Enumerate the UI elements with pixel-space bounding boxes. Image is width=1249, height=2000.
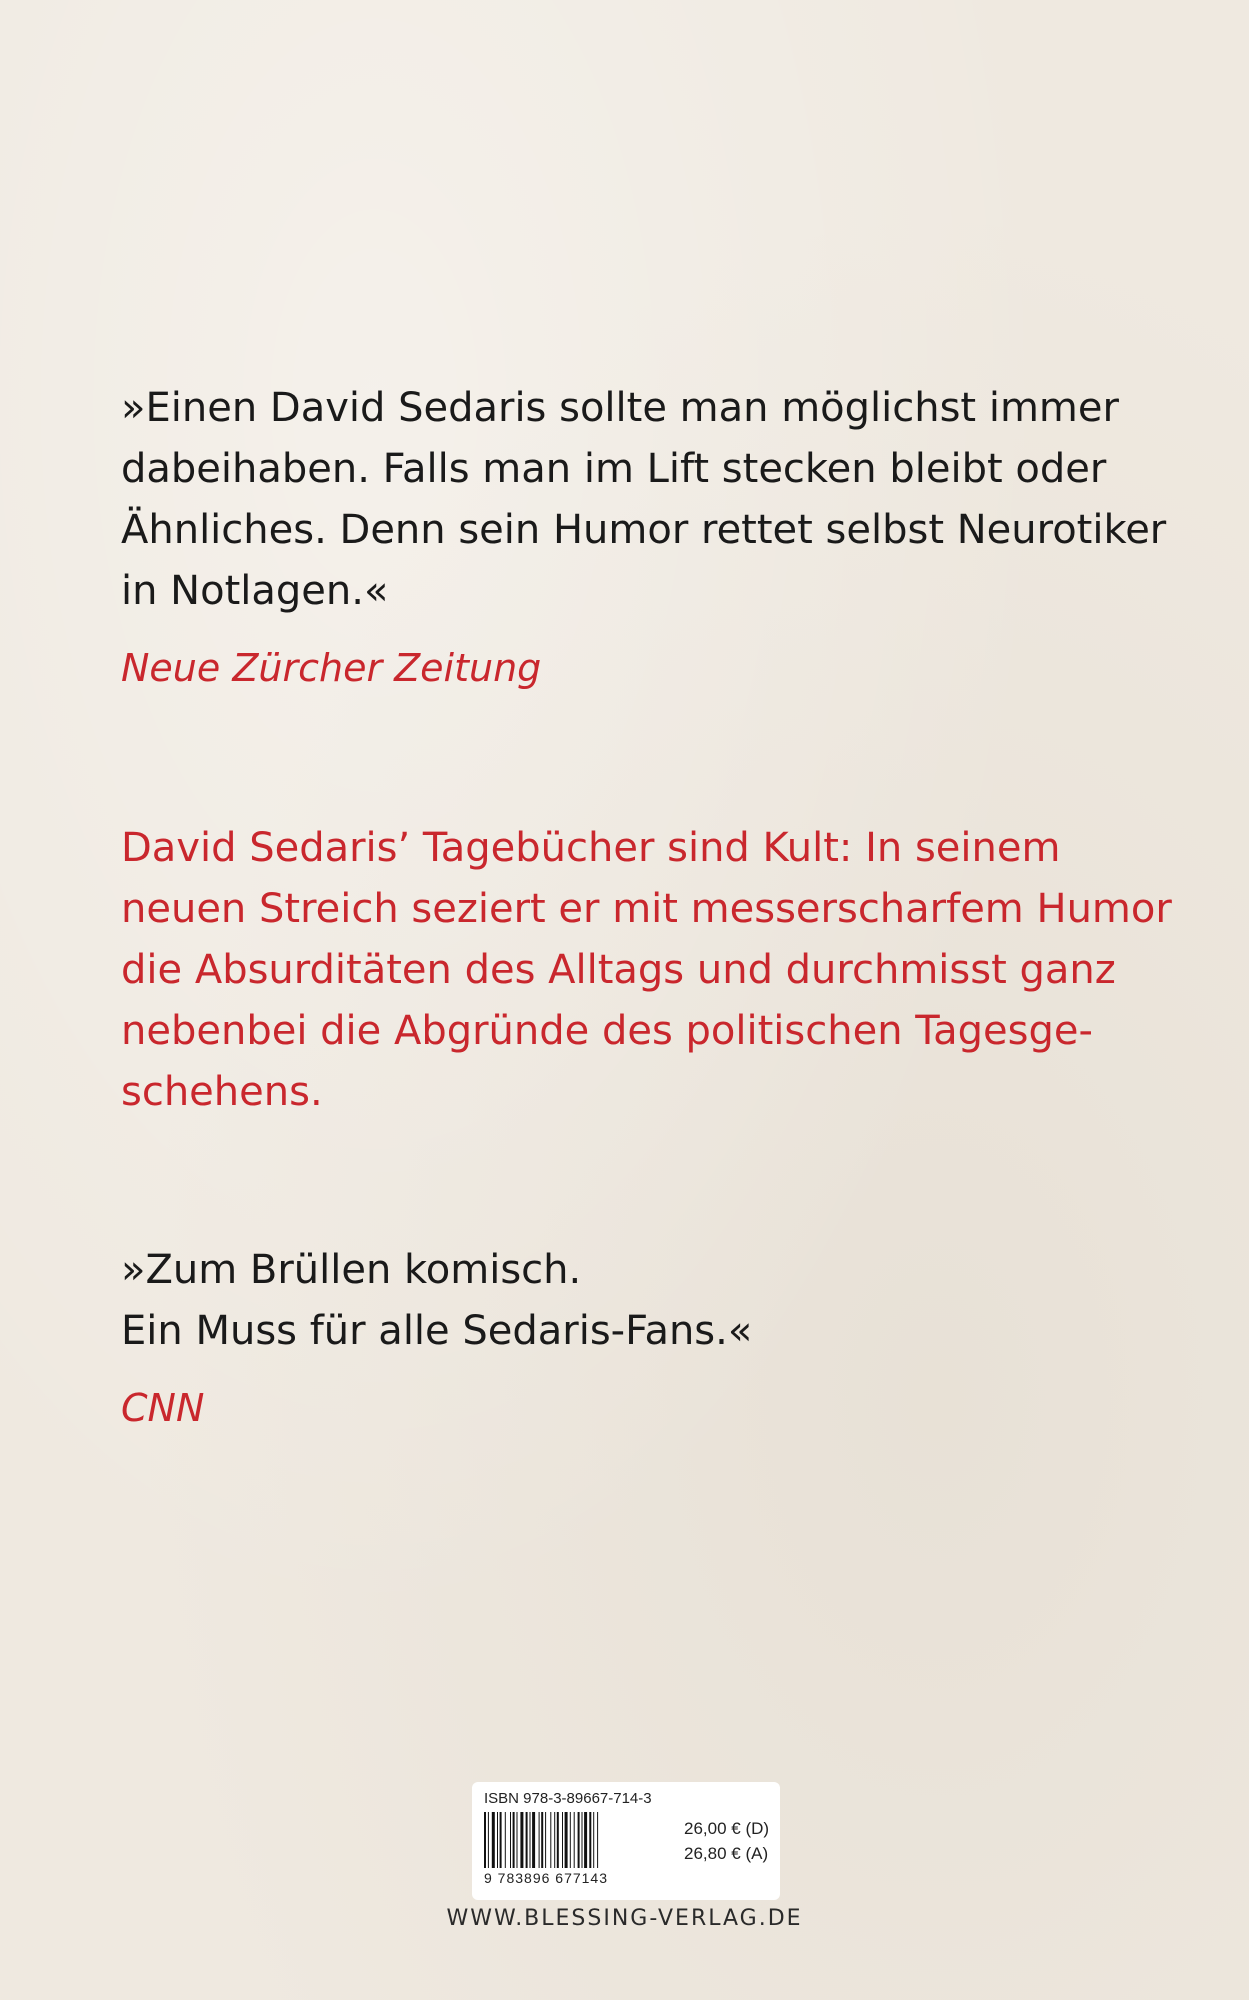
quote-line: Ein Muss für alle Sedaris-Fans.« [121, 1308, 753, 1354]
barcode-bar [484, 1812, 486, 1868]
quote-line: dabeihaben. Falls man im Lift stecken bleibt oder [121, 446, 1107, 492]
barcode-bar [526, 1812, 528, 1868]
barcode-icon [484, 1812, 644, 1868]
barcode-bar [562, 1812, 563, 1868]
price-austria: 26,80 € (A) [684, 1844, 769, 1863]
quote-line: »Zum Brüllen komisch. [121, 1247, 582, 1293]
quote-line: in Notlagen.« [121, 568, 389, 614]
barcode-bar [570, 1812, 571, 1868]
barcode-bar [574, 1812, 575, 1868]
barcode-bar [500, 1812, 502, 1868]
blurb-line: schehens. [121, 1069, 323, 1115]
barcode-bar [550, 1812, 551, 1868]
barcode-bar [530, 1812, 531, 1868]
barcode-bar [541, 1812, 543, 1868]
price-germany: 26,00 € (D) [684, 1819, 770, 1838]
second-review-quote [121, 1240, 1141, 1362]
quote-line: Ähnliches. Denn sein Humor rettet selbst Neurotiker [121, 507, 1167, 553]
isbn-number: ISBN 978-3-89667-714-3 [484, 1790, 652, 1807]
blurb-line: David Sedaris’ Tagebücher sind Kult: In seinem [121, 825, 1061, 871]
barcode-bar [584, 1812, 587, 1868]
blurb-line: neuen Streich seziert er mit messerscharfem Humor [121, 886, 1172, 932]
book-blurb [121, 818, 1172, 1123]
blurb-line: nebenbei die Abgründe des politischen Tagesge- [121, 1008, 1093, 1054]
barcode-digits: 9 783896 677143 [484, 1870, 608, 1886]
barcode-bar [565, 1812, 568, 1868]
barcode-bar [545, 1812, 546, 1868]
barcode-bar [593, 1812, 594, 1868]
price-list [684, 1816, 769, 1866]
publisher-website: WWW.BLESSING-VERLAG.DE [446, 1906, 803, 1931]
barcode-bar [510, 1812, 511, 1868]
barcode-bar [589, 1812, 591, 1868]
second-review-source: CNN [121, 1386, 205, 1430]
barcode-bar [520, 1812, 523, 1868]
quote-line: »Einen David Sedaris sollte man möglichst immer [121, 385, 1119, 431]
barcode-bar [488, 1812, 489, 1868]
barcode-bar [554, 1812, 555, 1868]
barcode-bar [532, 1812, 535, 1868]
barcode-bar [513, 1812, 515, 1868]
first-review-source: Neue Zürcher Zeitung [121, 646, 542, 690]
barcode-bar [557, 1812, 559, 1868]
barcode-bar [597, 1812, 598, 1868]
barcode-bar [492, 1812, 495, 1868]
barcode-bar [578, 1812, 580, 1868]
barcode-label [472, 1782, 780, 1900]
blurb-line: die Absurditäten des Alltags und durchmisst ganz [121, 947, 1116, 993]
barcode-bar [517, 1812, 518, 1868]
first-review-quote [121, 378, 1167, 622]
barcode-bar [539, 1812, 540, 1868]
barcode-bar [497, 1812, 498, 1868]
barcode-bar [582, 1812, 583, 1868]
barcode-bar [505, 1812, 506, 1868]
